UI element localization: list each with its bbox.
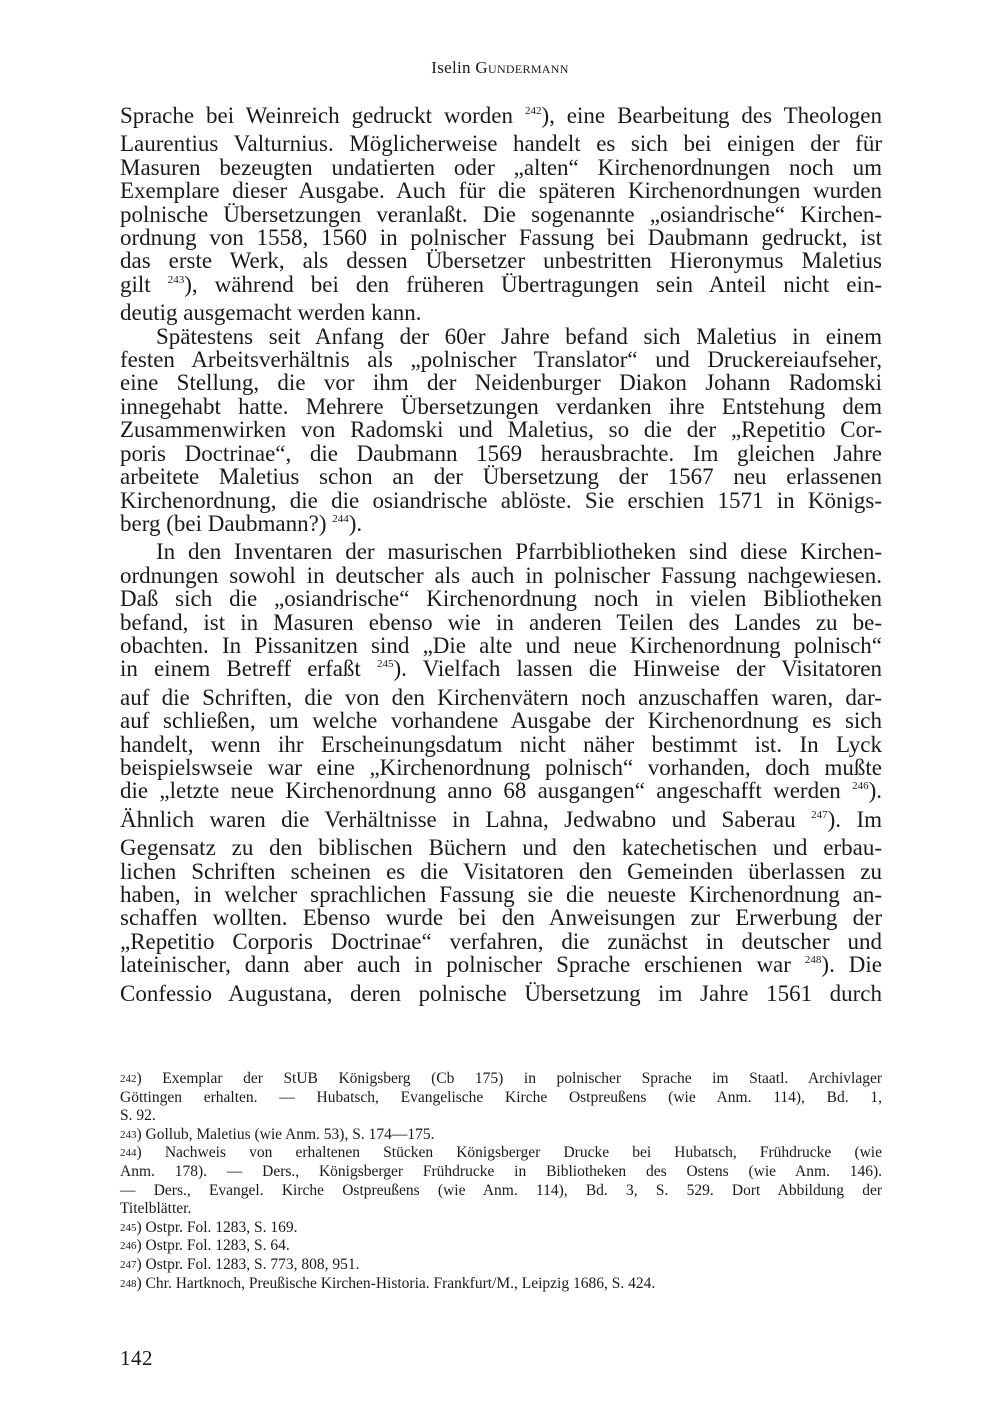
- text-line: [120, 104, 882, 132]
- text-run: obachten. In Pissanitzen sind „Die alte und neue Kirchenordnung polnisch“: [120, 632, 882, 658]
- text-run: auf die Schriften, die von den Kirchenvätern noch anzuschaffen waren, dar-: [120, 684, 882, 710]
- text-run: lateinischer, dann aber auch in polnischer Sprache erschienen war: [120, 952, 805, 978]
- footnote-line: $^{246}$) Ostpr. Fol. 1283, S. 64.: [120, 1237, 290, 1255]
- text-line: [120, 709, 882, 732]
- text-line: [120, 203, 882, 226]
- text-run: Confessio Augustana, deren polnische Übersetzung im Jahre 1561 durch: [120, 980, 882, 1006]
- text-run: ), während bei den früheren Übertragungen sein Anteil nicht ein-: [184, 271, 883, 297]
- text-run: beispielswseie war eine „Kirchenordnung polnisch“ vorhanden, doch mußte: [120, 754, 882, 780]
- footnote-text: Anm. 178). — Ders., Königsberger Frühdrucke in Bibliotheken des Ostens (wie Anm. 146).: [120, 1162, 882, 1180]
- text-run: ), eine Bearbeitung des Theologen: [541, 103, 882, 128]
- footnote: [120, 1237, 882, 1256]
- text-run: Kirchenordnung, die die osiandrische ablöste. Sie erschien 1571 in Königs-: [120, 487, 882, 513]
- text-line: [120, 348, 882, 371]
- text-run: auf schließen, um welche vorhandene Ausgabe der Kirchenordnung es sich: [120, 708, 882, 734]
- text-line: [120, 249, 882, 272]
- text-run: berg (bei Daubmann?): [120, 510, 333, 536]
- footnote-ref: 243: [167, 273, 185, 286]
- footnote-line: [120, 1107, 882, 1126]
- text-line: [120, 156, 882, 179]
- footnote: [120, 1126, 882, 1145]
- text-run: befand, ist in Masuren ebenso wie in anderen Teilen des Landes zu be-: [120, 609, 882, 635]
- text-line: [120, 808, 882, 836]
- text-run: innegehabt hatte. Mehrere Übersetzungen verdanken ihre Entstehung dem: [120, 393, 882, 419]
- footnote: [120, 1256, 882, 1275]
- text-run: ordnung von 1558, 1560 in polnischer Fassung bei Daubmann gedruckt, ist: [120, 225, 882, 251]
- footnote-ref: 242: [524, 105, 542, 117]
- footnote-line: [120, 1089, 882, 1108]
- footnote-line: $^{245}$) Ostpr. Fol. 1283, S. 169.: [120, 1218, 298, 1236]
- text-run: in einem Betreff erfaßt: [120, 656, 377, 682]
- text-run: schaffen wollten. Ebenso wurde bei den Anweisungen zur Erwerbung der: [120, 905, 882, 931]
- text-run: Laurentius Valturnius. Möglicherweise handelt es sich bei einigen der für: [120, 131, 882, 157]
- footnote-text: Chr. Hartknoch, Preußische Kirchen-Historia. Frankfurt/M., Leipzig 1686, S. 424.: [145, 1274, 656, 1292]
- footnote-text: S. 92.: [120, 1107, 156, 1125]
- text-run: polnische Übersetzungen veranlaßt. Die sogenannte „osiandrische“ Kirchen-: [120, 201, 882, 227]
- author-first-name: Iselin: [431, 58, 471, 77]
- text-run: ). Die: [821, 952, 882, 978]
- text-run: ).: [868, 778, 882, 804]
- text-line: [120, 657, 882, 685]
- page-number: 142: [120, 1346, 153, 1370]
- text-run: In den Inventaren der masurischen Pfarrbibliotheken sind diese Kirchen-: [156, 539, 882, 565]
- footnote-number: 242: [120, 1073, 137, 1085]
- text-run: Ähnlich waren die Verhältnisse in Lahna, Jedwabno und Saberau: [120, 806, 812, 832]
- footnote-line: $^{243}$) Gollub, Maletius (wie Anm. 53), S. 174—175.: [120, 1125, 435, 1143]
- footnote-line: $^{242}$) Exemplar der StUB Königsberg (Cb 175) in polnischer Sprache im Staatl. Archivlager: [120, 1070, 883, 1087]
- text-line: [120, 512, 882, 540]
- text-line: [120, 733, 882, 756]
- text-line: [120, 930, 882, 953]
- footnote: [120, 1144, 882, 1218]
- text-line: [120, 489, 882, 512]
- text-run: arbeitete Maletius schon an der Übersetzung der 1567 neu erlassenen: [120, 464, 882, 490]
- footnote-line: $^{247}$) Ostpr. Fol. 1283, S. 773, 808, 951.: [120, 1255, 360, 1273]
- text-run: Gegensatz zu den biblischen Büchern und den katechetischen und erbau-: [120, 835, 882, 861]
- footnote-line: [120, 1182, 882, 1201]
- text-run: deutig ausgemacht werden kann.: [120, 300, 422, 326]
- text-line: [120, 465, 882, 488]
- text-line: [120, 982, 882, 1005]
- footnote-number: 244: [120, 1147, 137, 1160]
- footnote: [120, 1275, 882, 1294]
- footnote: [120, 1219, 882, 1238]
- text-run: Zusammenwirken von Radomski und Maletius, so die der „Repetitio Cor-: [120, 417, 882, 443]
- footnote-ref: 245: [376, 658, 394, 671]
- text-line: [120, 301, 882, 324]
- text-line: [120, 371, 882, 394]
- text-run: ). Vielfach lassen die Hinweise der Visitatoren: [393, 656, 882, 682]
- footnote: [120, 1070, 882, 1126]
- footnote-ref: 247: [811, 808, 828, 821]
- footnote-ref: 248: [804, 954, 822, 967]
- text-run: poris Doctrinae“, die Daubmann 1569 herausbrachte. Im gleichen Jahre: [120, 440, 882, 466]
- text-line: [120, 132, 882, 155]
- text-run: das erste Werk, als dessen Übersetzer unbestritten Hieronymus Maletius: [120, 248, 882, 274]
- text-line: [120, 634, 882, 657]
- text-line: [120, 395, 882, 418]
- text-run: ).: [348, 510, 363, 536]
- footnote-text: Ostpr. Fol. 1283, S. 773, 808, 951.: [145, 1255, 360, 1273]
- text-run: „Repetitio Corporis Doctrinae“ verfahren, die zunächst in deutscher und: [120, 928, 882, 954]
- footnote-text: Nachweis von erhaltenen Stücken Königsberger Drucke bei Hubatsch, Frühdrucke (wie: [164, 1144, 882, 1162]
- text-run: eine Stellung, die vor ihm der Neidenburger Diakon Johann Radomski: [120, 370, 882, 396]
- text-line: [120, 883, 882, 906]
- footnote-text: Ostpr. Fol. 1283, S. 64.: [145, 1237, 290, 1255]
- text-run: die „letzte neue Kirchenordnung anno 68 ausgangen“ angeschafft werden: [120, 778, 853, 804]
- text-run: lichen Schriften scheinen es die Visitatoren den Gemeinden überlassen zu: [120, 858, 882, 884]
- text-line: [120, 442, 882, 465]
- text-run: festen Arbeitsverhältnis als „polnischer Translator“ und Druckereiaufseher,: [120, 347, 882, 373]
- text-run: haben, in welcher sprachlichen Fassung sie die neueste Kirchenordnung an-: [120, 882, 882, 907]
- text-line: [120, 273, 882, 301]
- footnote-number: 246: [120, 1240, 137, 1253]
- footnote-text: Ostpr. Fol. 1283, S. 169.: [145, 1218, 298, 1236]
- text-line: [120, 756, 882, 779]
- text-line: [120, 686, 882, 709]
- footnote-ref: 246: [852, 780, 869, 793]
- text-line: [120, 418, 882, 441]
- footnotes: [120, 1070, 882, 1293]
- text-line: [120, 611, 882, 634]
- text-line: [120, 325, 882, 348]
- author-last-name: Gundermann: [475, 58, 569, 77]
- text-run: Spätestens seit Anfang der 60er Jahre befand sich Maletius in einem: [156, 323, 882, 349]
- footnote-line: $^{248}$) Chr. Hartknoch, Preußische Kirchen-Historia. Frankfurt/M., Leipzig 1686, S. 424.: [120, 1274, 656, 1292]
- text-line: [120, 860, 882, 883]
- footnote-text: Exemplar der StUB Königsberg (Cb 175) in polnischer Sprache im Staatl. Archivlager: [162, 1070, 883, 1087]
- footnote-number: 248: [120, 1277, 137, 1290]
- footnote-line: [120, 1163, 882, 1182]
- main-text: [120, 104, 882, 1005]
- text-run: Masuren bezeugten undatierten oder „alten“ Kirchenordnungen noch um: [120, 154, 882, 180]
- text-run: ). Im: [827, 806, 883, 832]
- text-run: ordnungen sowohl in deutscher als auch in polnischer Fassung nachgewiesen.: [120, 562, 882, 588]
- footnote-line: [120, 1200, 882, 1219]
- text-line: [120, 779, 882, 807]
- text-line: [120, 226, 882, 249]
- text-line: [120, 540, 882, 563]
- running-header: [0, 58, 1000, 78]
- footnote-number: 243: [120, 1128, 137, 1141]
- footnote-number: 245: [120, 1221, 137, 1234]
- text-line: [120, 836, 882, 859]
- footnote-text: Gollub, Maletius (wie Anm. 53), S. 174—175.: [145, 1125, 435, 1143]
- footnote-ref: 244: [332, 512, 349, 525]
- footnote-text: Göttingen erhalten. — Hubatsch, Evangelische Kirche Ostpreußens (wie Anm. 114), Bd. 1,: [120, 1088, 882, 1106]
- text-run: Exemplare dieser Ausgabe. Auch für die späteren Kirchenordnungen wurden: [120, 178, 882, 204]
- text-line: [120, 179, 882, 202]
- text-line: [120, 587, 882, 610]
- footnote-text: — Ders., Evangel. Kirche Ostpreußens (wie Anm. 114), Bd. 3, S. 529. Dort Abbildung der: [120, 1181, 882, 1199]
- text-run: gilt: [120, 271, 168, 297]
- text-run: Daß sich die „osiandrische“ Kirchenordnung noch in vielen Bibliotheken: [120, 586, 882, 612]
- text-run: Sprache bei Weinreich gedruckt worden: [120, 103, 525, 128]
- text-line: [120, 906, 882, 929]
- footnote-text: Titelblätter.: [120, 1200, 192, 1218]
- footnote-number: 247: [120, 1258, 137, 1271]
- text-line: [120, 953, 882, 981]
- text-run: handelt, wenn ihr Erscheinungsdatum nicht näher bestimmt ist. In Lyck: [120, 731, 882, 757]
- footnote-line: $^{244}$) Nachweis von erhaltenen Stücken Königsberger Drucke bei Hubatsch, Frühdrucke (wie: [120, 1144, 882, 1162]
- text-line: [120, 564, 882, 587]
